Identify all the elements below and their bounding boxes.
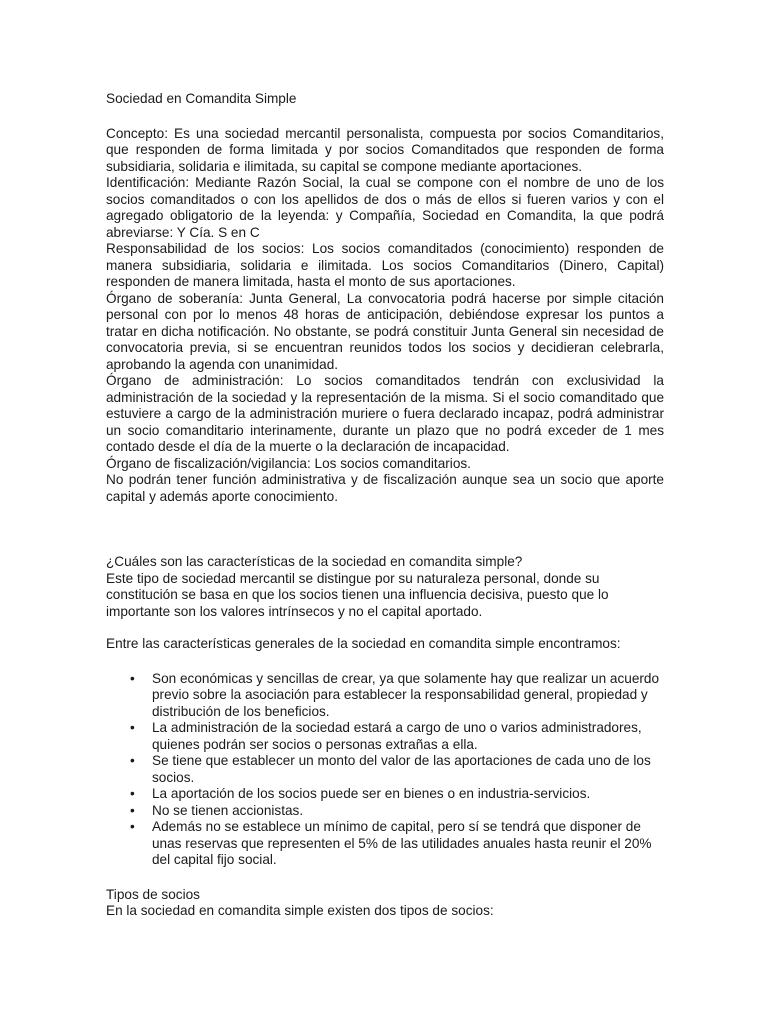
list-item-text: No se tienen accionistas. (152, 802, 304, 818)
document-title: Sociedad en Comandita Simple (106, 91, 297, 106)
paragraph-organo-soberania: Órgano de soberanía: Junta General, La convocatoria podrá hacerse por simple citación personal con por lo menos 48 horas de anticipación, debiéndose expresar los puntos a tratar en dicha notificación. No obstante, se podrá constituir Junta General sin necesidad de convocatoria previa, si se encuentran reunidos todos los socios y decidieran celebrarla, aprobando la agenda con unanimidad. (106, 290, 664, 372)
bullet-icon: • (130, 670, 135, 686)
list-item (130, 802, 664, 820)
types-text: En la sociedad en comandita simple existen dos tipos de socios: (106, 903, 494, 918)
paragraph-organo-fiscalizacion: Órgano de fiscalización/vigilancia: Los socios comanditarios. (106, 455, 471, 471)
bullet-icon: • (130, 786, 135, 801)
spacer (106, 869, 664, 887)
question-heading: ¿Cuáles son las características de la sociedad en comandita simple? (106, 554, 523, 569)
paragraph-concepto: Concepto: Es una sociedad mercantil personalista, compuesta por socios Comanditarios, que responden de forma limitada y por socios Comanditados que responden de forma subsidiaria, solidaria e ilimitada, su capital se compone mediante aportaciones. (106, 125, 664, 174)
answer-paragraph: Este tipo de sociedad mercantil se distingue por su naturaleza personal, donde su constitución se basa en que los socios tienen una influencia decisiva, puesto que lo importante son los valores intrínsecos y no el capital aportado. (106, 570, 609, 619)
list-item-text: La administración de la sociedad estará a cargo de uno o varios administradores, quienes podrán ser socios o personas extrañas a ella. (152, 720, 642, 752)
list-item-text: Se tiene que establecer un monto del valor de las aportaciones de cada uno de los socios. (152, 753, 651, 785)
types-heading: Tipos de socios (106, 886, 200, 902)
bullet-icon: • (130, 753, 135, 768)
list-item-text: La aportación de los socios puede ser en bienes o en industria-servicios. (152, 786, 591, 801)
list-item (130, 819, 664, 869)
bullet-icon: • (130, 720, 135, 735)
list-item (130, 720, 664, 753)
paragraph-identificacion: Identificación: Mediante Razón Social, la cual se compone con el nombre de uno de los socios comanditados o con los apellidos de dos o más de ellos si fueren varios y con el agregado obligatorio de la leyenda: y Compañía, Sociedad en Comandita, la que podrá abreviarse: Y Cía. S en C (106, 175, 664, 240)
list-item (130, 670, 664, 721)
spacer (106, 653, 664, 671)
document-page (106, 91, 664, 920)
spacer (106, 620, 664, 636)
list-intro: Entre las características generales de la sociedad en comandita simple encontramos: (106, 636, 621, 651)
paragraph-no-podran: No podrán tener función administrativa y de fiscalización aunque sea un socio que aporte capital y además aporte conocimiento. (106, 472, 664, 504)
paragraph-organo-administracion: Órgano de administración: Lo socios comanditados tendrán con exclusividad la administración de la sociedad y la representación de la misma. Si el socio comanditado que estuviere a cargo de la administración muriere o fuera declarado incapaz, podrá administrar un socio comanditario interinamente, durante un plazo que no podrá exceder de 1 mes contado desde el día de la muerte o la declaración de incapacidad. (106, 373, 664, 454)
list-item (130, 786, 664, 803)
paragraph-responsabilidad: Responsabilidad de los socios: Los socios comanditados (conocimiento) responden de manera subsidiaria, solidaria e ilimitada. Los socios Comanditarios (Dinero, Capital) responden de manera limitada, hasta el monto de sus aportaciones. (106, 241, 664, 289)
spacer (106, 505, 664, 554)
bullet-icon: • (130, 819, 135, 834)
characteristics-list (106, 671, 664, 869)
list-item-text: Son económicas y sencillas de crear, ya que solamente hay que realizar un acuerdo previo sobre la asociación para establecer la responsabilidad general, propiedad y distribución de los beneficios. (152, 670, 660, 719)
list-item (130, 753, 664, 786)
list-item-text: Además no se establece un mínimo de capital, pero sí se tendrá que disponer de unas reservas que representen el 5% de las utilidades anuales hasta reunir el 20% del capital fijo social. (152, 819, 652, 867)
bullet-icon: • (130, 802, 135, 818)
